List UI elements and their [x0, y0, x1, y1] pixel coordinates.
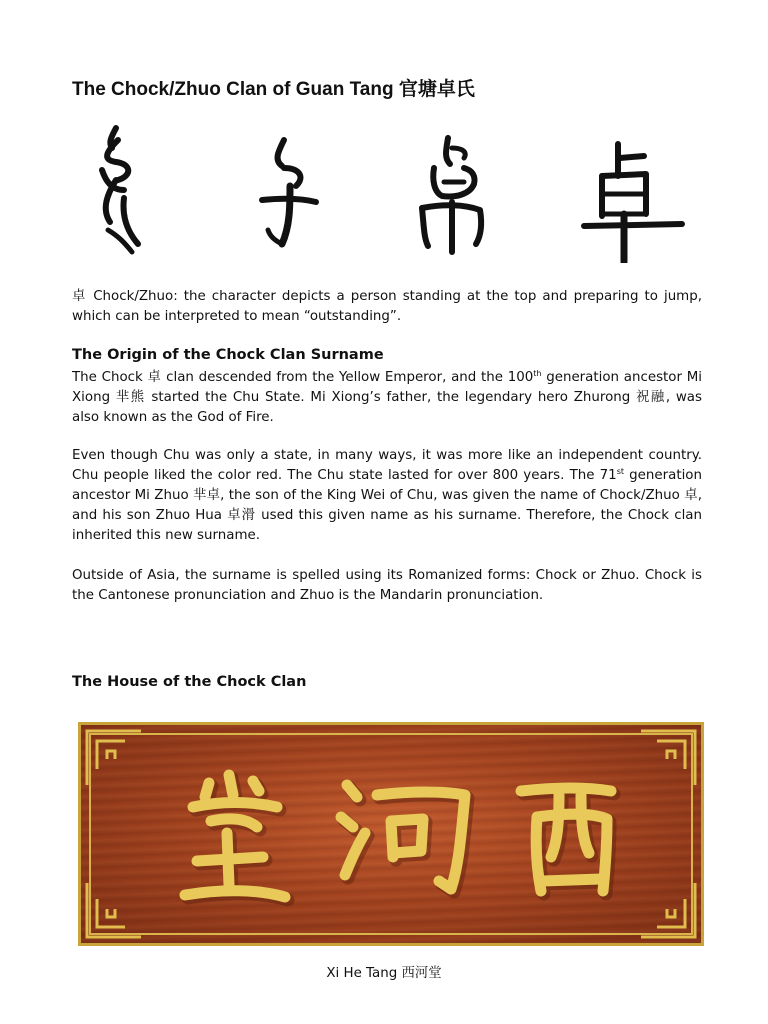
- romanization-paragraph: Outside of Asia, the surname is spelled using its Romanized forms: Chock or Zhuo. Chock is the Cantonese pronunciation and Zhuo is the Mandarin pronunciation.: [72, 568, 702, 603]
- character-evolution-figure: [72, 118, 702, 263]
- ancient-script-glyphs: [72, 118, 702, 263]
- page-title: The Chock/Zhuo Clan of Guan Tang 官塘卓氏: [72, 79, 475, 100]
- origin-paragraph-2: [72, 446, 702, 546]
- house-heading: The House of the Chock Clan: [72, 674, 307, 690]
- origin-p2-text-a: Even though Chu was only a state, in many ways, it was more like an independent country. Chu people liked the color red. The Chu state lasted for over 800 years. The 71: [72, 448, 702, 483]
- regular-script-glyph: [584, 144, 682, 262]
- xi-he-tang-plaque-image: [78, 722, 704, 946]
- origin-p1-text-a: The Chock 卓 clan descended from the Yellow Emperor, and the 100: [72, 370, 534, 385]
- character-meaning-paragraph: 卓 Chock/Zhuo: the character depicts a person standing at the top and preparing to jump, which can be interpreted to mean “outstanding”.: [72, 289, 702, 324]
- plaque-decoration: [81, 725, 701, 943]
- seal-script-glyph: [422, 138, 481, 252]
- oracle-bone-glyph: [102, 128, 138, 252]
- origin-p1-superscript: th: [533, 369, 542, 378]
- bronze-script-glyph: [262, 140, 316, 244]
- origin-p2-text-b: generation ancestor Mi Zhuo 芈卓, the son of the King Wei of Chu, was given the name of Chock/Zhuo 卓, and his son Zhuo Hua 卓滑 used this given name as his surname. Therefore, the Chock clan inherited this new surname.: [72, 468, 702, 543]
- origin-p1-text-b: generation ancestor Mi Xiong 芈熊 started the Chu State. Mi Xiong’s father, the legendary hero Zhurong 祝融, was also known as the God of Fire.: [72, 370, 702, 425]
- gold-calligraphy-characters: [185, 775, 614, 900]
- plaque-caption: Xi He Tang 西河堂: [326, 966, 442, 981]
- origin-heading: The Origin of the Chock Clan Surname: [72, 347, 384, 363]
- origin-p2-superscript: st: [616, 467, 624, 476]
- origin-paragraph-1: [72, 368, 702, 428]
